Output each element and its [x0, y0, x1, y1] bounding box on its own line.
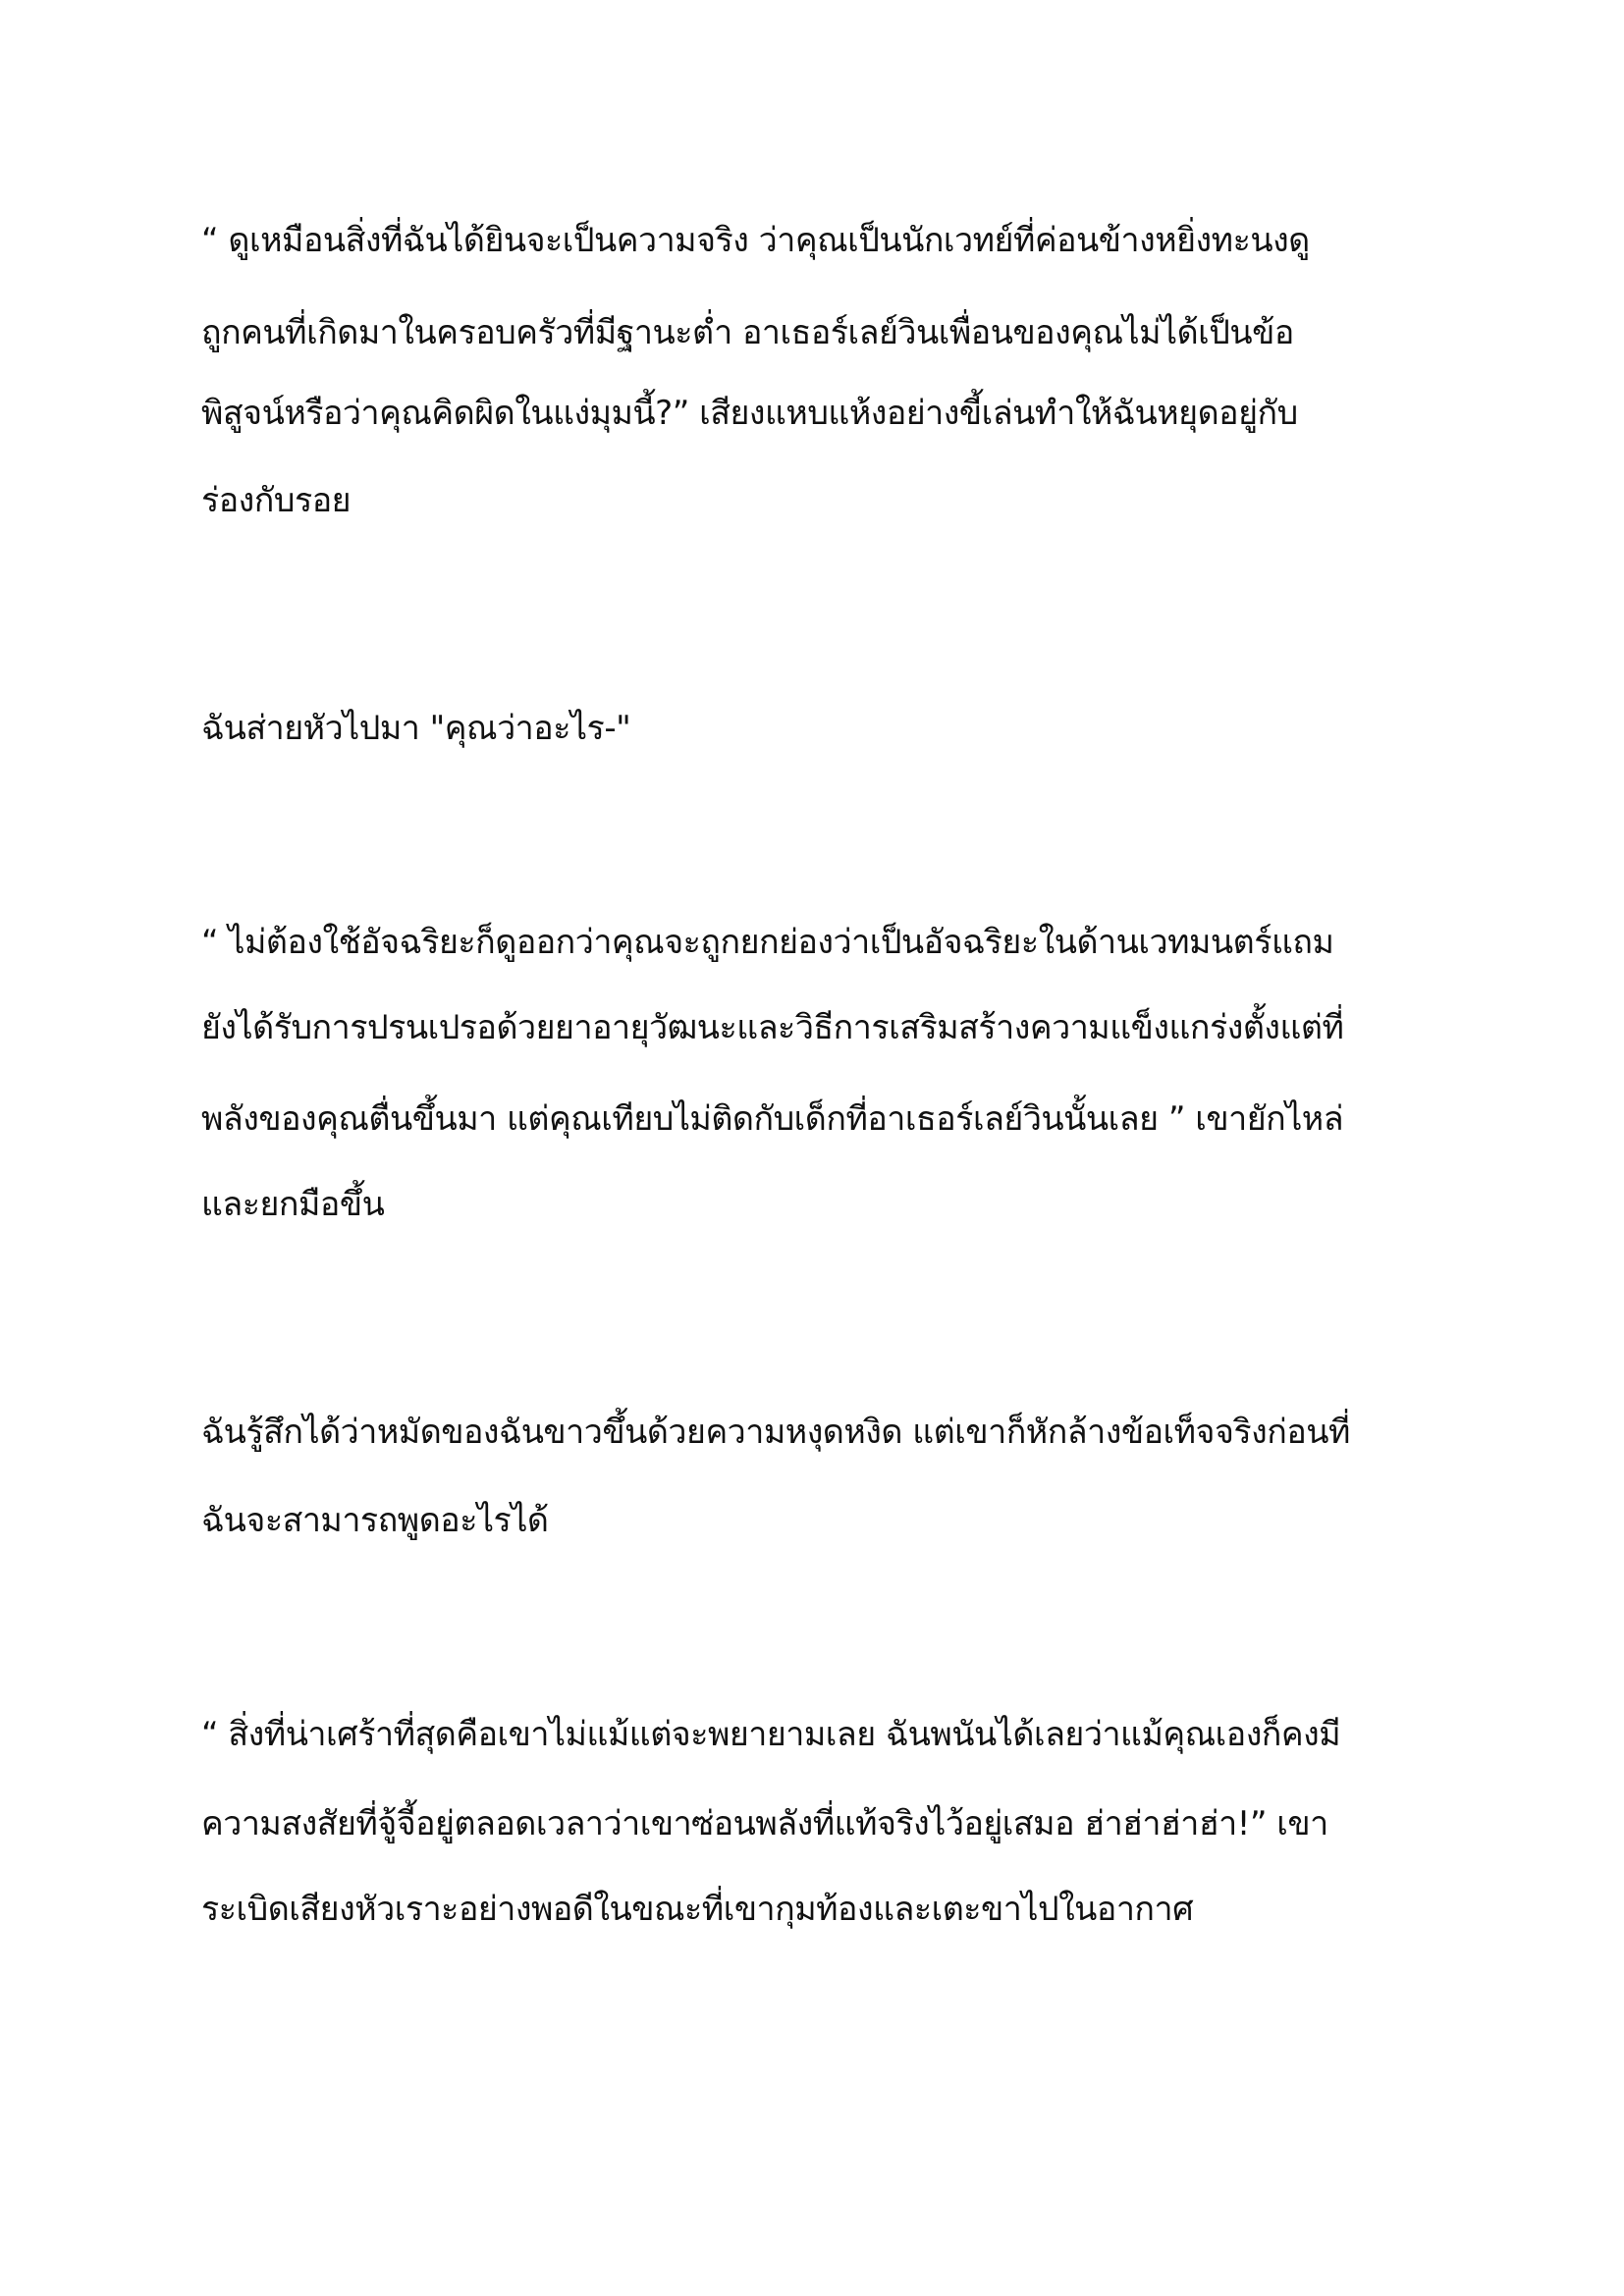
paragraph-2-line-1: ฉันส่ายหัวไปมา "คุณว่าอะไร-": [201, 709, 631, 748]
paragraph-3-line-4: และยกมือขึ้น: [201, 1185, 385, 1224]
paragraph-3-line-3: พลังของคุณตื่นขึ้นมา แต่คุณเทียบไม่ติดกับเด็กที่อาเธอร์เลย์วินนั้นเลย ” เขายักไหล่: [201, 1099, 1344, 1139]
paragraph-4-line-1: ฉันรู้สึกได้ว่าหมัดของฉันขาวขึ้นด้วยความหงุดหงิด แต่เขาก็หักล้างข้อเท็จจริงก่อนที่: [201, 1413, 1350, 1452]
paragraph-1-line-3: พิสูจน์หรือว่าคุณคิดผิดในแง่มุมนี้?” เสียงแหบแห้งอย่างขี้เล่นทำให้ฉันหยุดอยู่กับ: [201, 394, 1298, 433]
paragraph-1-line-2: ถูกคนที่เกิดมาในครอบครัวที่มีฐานะต่ำ อาเธอร์เลย์วินเพื่อนของคุณไม่ได้เป็นข้อ: [201, 313, 1294, 352]
paragraph-3-line-2: ยังได้รับการปรนเปรอด้วยยาอายุวัฒนะและวิธีการเสริมสร้างความแข็งแกร่งตั้งแต่ที่: [201, 1008, 1344, 1047]
paragraph-3-line-1: “ ไม่ต้องใช้อัจฉริยะก็ดูออกว่าคุณจะถูกยกย่องว่าเป็นอัจฉริยะในด้านเวทมนตร์แถม: [201, 923, 1334, 962]
paragraph-4-line-2: ฉันจะสามารถพูดอะไรได้: [201, 1501, 549, 1540]
paragraph-5-line-1: “ สิ่งที่น่าเศร้าที่สุดคือเขาไม่แม้แต่จะพยายามเลย ฉันพนันได้เลยว่าแม้คุณเองก็คงมี: [201, 1715, 1341, 1754]
paragraph-5-line-2: ความสงสัยที่จู้จี้อยู่ตลอดเวลาว่าเขาซ่อนพลังที่แท้จริงไว้อยู่เสมอ ฮ่าฮ่าฮ่าฮ่า!” เขา: [201, 1804, 1328, 1843]
paragraph-5-line-3: ระเบิดเสียงหัวเราะอย่างพอดีในขณะที่เขากุมท้องและเตะขาไปในอากาศ: [201, 1890, 1194, 1929]
paragraph-1-line-1: “ ดูเหมือนสิ่งที่ฉันได้ยินจะเป็นความจริง ว่าคุณเป็นนักเวทย์ที่ค่อนข้างหยิ่งทะนงดู: [201, 221, 1310, 260]
paragraph-1-line-4: ร่องกับรอย: [201, 481, 352, 520]
